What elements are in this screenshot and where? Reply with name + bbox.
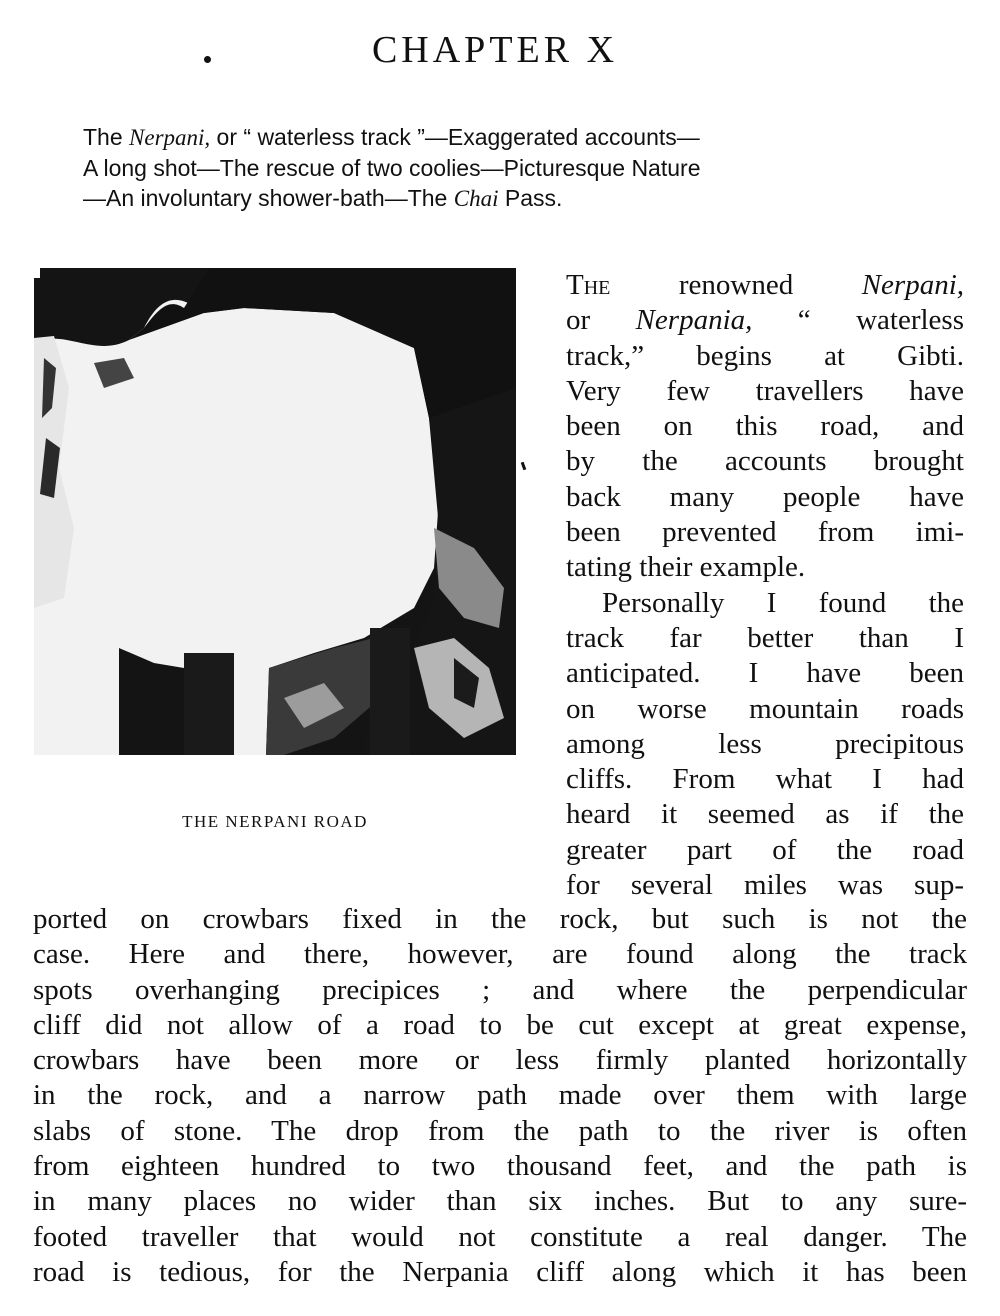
text-line: among less precipitous <box>566 727 964 760</box>
photo-illustration <box>34 268 516 755</box>
text-line: case. Here and there, however, are found along the track <box>33 938 967 971</box>
text-line: in the rock, and a narrow path made over them with large <box>33 1079 967 1112</box>
text-line: The renowned Nerpani, <box>566 269 964 301</box>
full-width-text <box>33 902 967 1290</box>
text-line: road is tedious, for the Nerpania cliff along which it has been <box>33 1255 967 1288</box>
summary-line: The Nerpani, or “ waterless track ”—Exaggerated accounts— <box>83 124 700 150</box>
text-line: anticipated. I have been <box>566 657 964 690</box>
text-line: tating their example. <box>566 551 806 584</box>
text-line: on worse mountain roads <box>566 692 964 725</box>
chapter-title: CHAPTER X <box>371 29 619 71</box>
text-line: back many people have <box>566 480 964 513</box>
text-line: spots overhanging precipices ; and where the perpendicular <box>33 973 967 1006</box>
text-line: been prevented from imi- <box>566 516 964 549</box>
text-line: for several miles was sup- <box>566 869 964 902</box>
text-line: footed traveller that would not constitute a real danger. The <box>33 1220 967 1253</box>
text-line: from eighteen hundred to two thousand feet, and the path is <box>33 1150 967 1183</box>
text-line: or Nerpania, “ waterless <box>566 304 964 337</box>
summary-line: A long shot—The rescue of two coolies—Picturesque Nature <box>83 155 701 181</box>
column-text <box>566 268 964 903</box>
text-line: track far better than I <box>566 621 964 654</box>
text-line: cliffs. From what I had <box>566 763 964 796</box>
text-line: ported on crowbars fixed in the rock, but such is not the <box>33 903 967 935</box>
text-line: by the accounts brought <box>566 445 964 478</box>
text-line: Very few travellers have <box>566 374 964 407</box>
text-line: greater part of the road <box>566 833 964 866</box>
text-line: cliff did not allow of a road to be cut except at great expense, <box>33 1008 967 1041</box>
text-line: Personally I found the <box>602 586 964 619</box>
text-line: crowbars have been more or less firmly planted horizontally <box>33 1044 967 1077</box>
text-line: track,” begins at Gibti. <box>566 339 964 372</box>
text-line: slabs of stone. The drop from the path to the river is often <box>33 1114 967 1147</box>
text-line: heard it seemed as if the <box>566 798 964 831</box>
summary-line: —An involuntary shower-bath—The Chai Pass. <box>83 185 563 211</box>
stray-mark <box>521 462 527 471</box>
chapter-summary <box>83 122 905 214</box>
text-line: in many places no wider than six inches. But to any sure- <box>33 1185 967 1218</box>
figure-caption: THE NERPANI ROAD <box>182 812 368 831</box>
nerpani-road-photo <box>34 268 516 755</box>
text-line: been on this road, and <box>566 410 964 443</box>
